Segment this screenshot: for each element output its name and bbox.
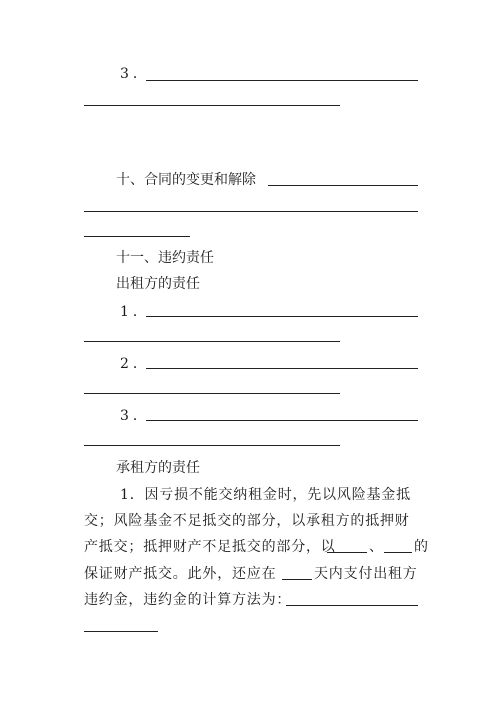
paragraph-line: 1．因亏损不能交纳租金时，先以风险基金抵 <box>120 487 411 503</box>
blank-line[interactable] <box>282 579 312 580</box>
blank-line[interactable] <box>146 80 418 81</box>
paragraph-line: 违约金，违约金的计算方法为： <box>84 592 292 608</box>
lessor-item-number: 1． <box>120 304 151 320</box>
item-number-3: 3． <box>120 66 151 82</box>
blank-line[interactable] <box>84 105 340 106</box>
blank-line[interactable] <box>84 393 340 394</box>
paragraph-line: 交；风险基金不足抵交的部分，以承租方的抵押财 <box>84 513 410 529</box>
paragraph-text: 、 <box>369 539 383 555</box>
subheading-lessee-liability: 承租方的责任 <box>116 460 200 476</box>
paragraph-text: 天内支付出租方 <box>314 566 418 582</box>
paragraph-line: 保证财产抵交。此外，还应在 <box>84 566 277 582</box>
blank-line[interactable] <box>146 368 418 369</box>
blank-line[interactable] <box>146 420 418 421</box>
blank-line[interactable] <box>84 445 340 446</box>
blank-line[interactable] <box>84 631 158 632</box>
blank-line[interactable] <box>84 236 190 237</box>
paragraph-text: 的 <box>414 539 428 555</box>
blank-line[interactable] <box>146 316 418 317</box>
lessor-item-number: 3． <box>120 408 151 424</box>
blank-line[interactable] <box>84 211 418 212</box>
section-heading-contract-change: 十、合同的变更和解除 <box>116 172 256 188</box>
blank-line[interactable] <box>286 605 418 606</box>
paragraph-line: 产抵交；抵押财产不足抵交的部分，以 <box>84 539 336 555</box>
section-heading-breach-liability: 十一、违约责任 <box>116 250 214 266</box>
subheading-lessor-liability: 出租方的责任 <box>116 276 200 292</box>
blank-line[interactable] <box>327 552 367 553</box>
blank-line[interactable] <box>268 185 418 186</box>
blank-line[interactable] <box>84 341 340 342</box>
lessor-item-number: 2． <box>120 356 151 372</box>
blank-line[interactable] <box>384 552 412 553</box>
